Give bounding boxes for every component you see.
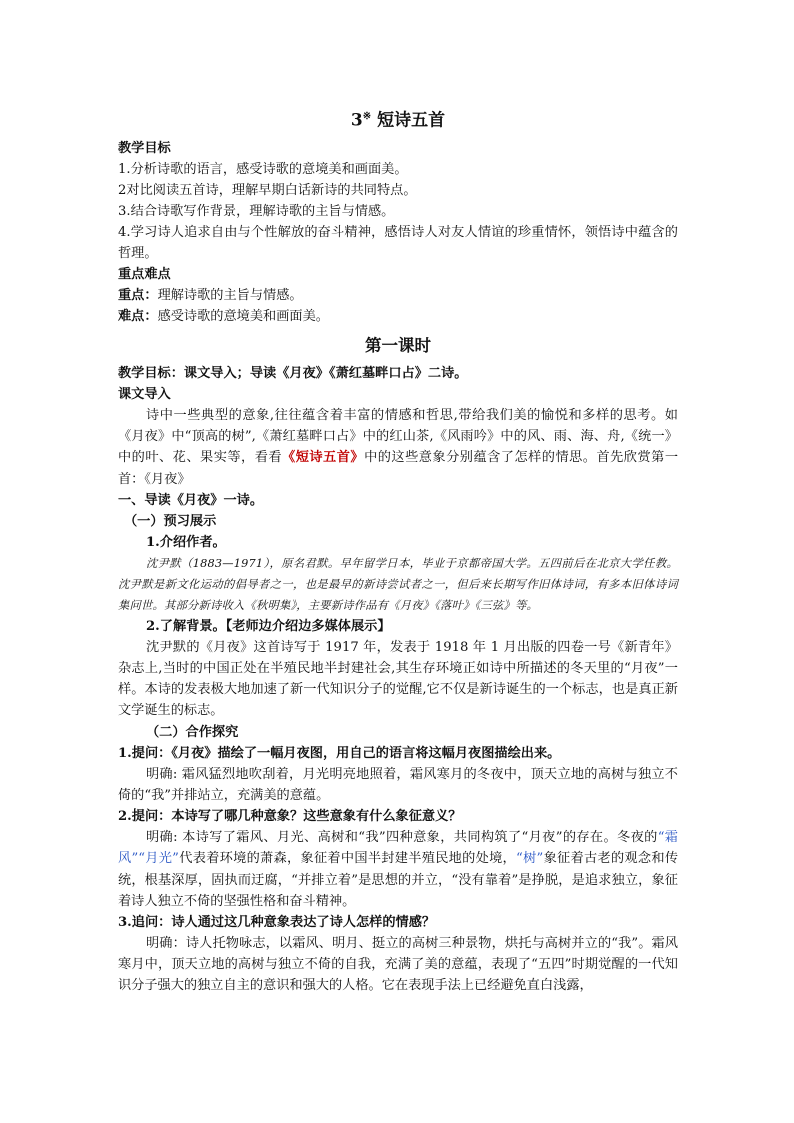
intro-heading: 课文导入 [118, 387, 171, 403]
subsection-2-heading: （二）合作探究 [146, 724, 239, 740]
title-number: 3 [350, 110, 363, 131]
key-text: 理解诗歌的主旨与情感。 [157, 288, 303, 304]
goal-3: 3.结合诗歌写作背景，理解诗歌的主旨与情感。 [118, 203, 395, 219]
intro-text-a: 诗中一些典型的意象,往往蕴含着丰富的情感和哲思,带给我们美的愉悦和多样的思考。如《月夜》中“顶高的树”,《萧红墓畔口占》中的红山茶,《风雨吟》中的风、雨、海、舟,《统一》中的叶、花、果实等，看看 [118, 408, 678, 466]
lesson-goal: 教学目标：课文导入；导读《月夜》《萧红墓畔口占》二诗。 [118, 366, 468, 382]
goals-heading: 教学目标 [118, 140, 171, 156]
title-mark: ※ [362, 111, 372, 122]
goal-1: 1.分析诗歌的语言，感受诗歌的意境美和画面美。 [118, 161, 408, 177]
item-2-heading: 2.了解背景。【老师边介绍边多媒体展示】 [146, 618, 391, 634]
question-3: 3.追问：诗人通过这几种意象表达了诗人怎样的情感？ [118, 914, 436, 930]
difficult-text: 感受诗歌的意境美和画面美。 [157, 309, 329, 325]
title-text: 短诗五首 [377, 110, 446, 131]
difficult-label: 难点： [118, 309, 158, 325]
author-intro: 沈尹默（1883—1971），原名君默。早年留学日本，毕业于京都帝国大学。五四前后在北京大学任教。沈尹默是新文化运动的倡导者之一，也是最早的新诗尝试者之一，但后来长期写作旧体诗词，有多本旧体诗词集问世。其部分新诗收入《秋明集》，主要新诗作品有《月夜》《落叶》《三弦》等。 [118, 556, 678, 612]
answer-2-text-b: 代表着环境的萧森，象征着中国半封建半殖民地的处境， [178, 851, 517, 867]
intro-text-b: 中的这些意象分别蕴含了怎样的情思。首先欣赏第一首：《月夜》 [118, 450, 679, 487]
subsection-1-heading: （一）预习展示 [124, 513, 217, 529]
answer-2-text-c: 象征着古老的观念和传统，根基深厚，固执而迂腐，“并排立着”是思想的并立，“没有靠着”是挣脱，是追求独立，象征着诗人独立不倚的坚强性格和奋斗精神。 [118, 851, 679, 909]
key-point [118, 285, 678, 306]
answer-2-text-a: 明确: 本诗写了霜风、月光、高树和“我”四种意象，共同构筑了“月夜”的存在。冬夜的 [146, 830, 658, 846]
question-2: 2.提问：本诗写了哪几种意象？这些意象有什么象征意义？ [118, 809, 462, 825]
goal-4: 4.学习诗人追求自由与个性解放的奋斗精神，感悟诗人对友人情谊的珍重情怀，领悟诗中蕴含的哲理。 [118, 224, 678, 261]
answer-2-blue-1: “霜风”“月光” [118, 830, 678, 867]
goal-2: 2对比阅读五首诗，理解早期白话新诗的共同特点。 [118, 182, 417, 198]
intro-paragraph [118, 405, 678, 490]
key-heading: 重点难点 [118, 267, 171, 283]
answer-1: 明确: 霜风猛烈地吹刮着，月光明亮地照着，霜风寒月的冬夜中，顶天立地的高树与独立不倚的“我”并排站立，充满美的意蕴。 [118, 766, 678, 803]
section-1-heading: 一、导读《月夜》一诗。 [118, 492, 264, 508]
answer-3: 明确：诗人托物咏志，以霜风、明月、挺立的高树三种景物，烘托与高树并立的“我”。霜风寒月中，顶天立地的高树与独立不倚的自我，充满了美的意蕴，表现了“五四”时期觉醒的一代知识分子强大的独立自主的意识和强大的人格。它在表现手法上已经避免直白浅露， [118, 935, 678, 994]
page-title [118, 104, 678, 134]
background-paragraph: 沈尹默的《月夜》这首诗写于 1917 年，发表于 1918 年 1 月出版的四卷一号《新青年》杂志上,当时的中国正处在半殖民地半封建社会,其生存环境正如诗中所描述的冬天里的“月夜”一样。本诗的发表极大地加速了新一代知识分子的觉醒,它不仅是新诗诞生的一个标志，也是真正新文学诞生的标志。 [118, 639, 678, 719]
intro-highlight: 《短诗五首》 [282, 450, 365, 466]
difficult-point [118, 306, 678, 327]
answer-2 [118, 827, 678, 912]
key-label: 重点： [118, 288, 158, 304]
item-1-heading: 1.介绍作者。 [146, 534, 226, 550]
answer-2-blue-2: “树” [516, 851, 544, 867]
lesson-title: 第一课时 [365, 336, 431, 356]
question-1: 1.提问：《月夜》描绘了一幅月夜图，用自己的语言将这幅月夜图描绘出来。 [118, 745, 561, 761]
document-page [118, 104, 678, 997]
